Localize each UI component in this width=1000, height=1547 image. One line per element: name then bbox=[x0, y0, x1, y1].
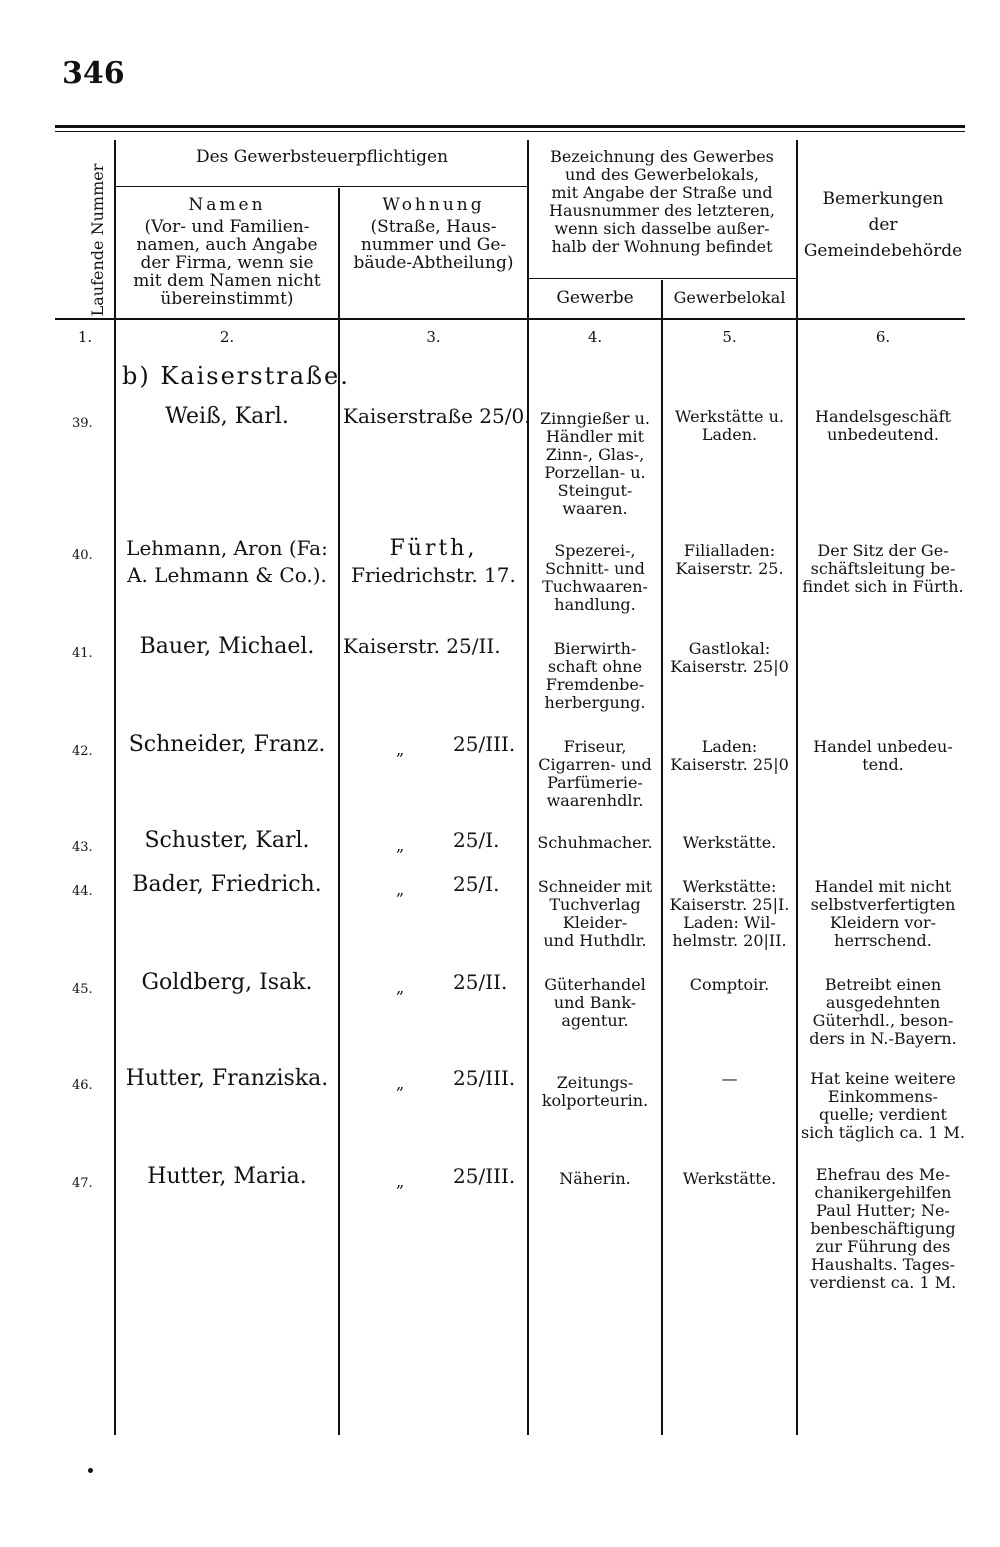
lokal-cell bbox=[663, 1070, 796, 1088]
taxpayer-name: Hutter, Franziska. bbox=[125, 1066, 329, 1091]
taxpayer-name: Bader, Friedrich. bbox=[132, 872, 322, 897]
cell-line: quelle; verdient bbox=[819, 1105, 947, 1124]
cell-line: Kaiserstr. 25|0 bbox=[670, 657, 789, 676]
cell-line: unbedeutend. bbox=[827, 425, 939, 444]
cell-line: verdienst ca. 1 M. bbox=[809, 1273, 957, 1292]
lokal-cell bbox=[663, 878, 796, 950]
cell-line: Zinngießer u. bbox=[540, 409, 650, 428]
top-rule-thin bbox=[55, 131, 965, 132]
cell-line: Kaiserstr. 25|I. bbox=[669, 895, 790, 914]
cell-line: Werkstätte: bbox=[682, 877, 777, 896]
cell-line: Laden. bbox=[701, 425, 758, 444]
ditto-mark: „ bbox=[396, 880, 405, 899]
stray-dot bbox=[88, 1468, 93, 1473]
namen-sub-line: (Vor- und Familien- bbox=[144, 217, 310, 237]
ditto-mark: „ bbox=[396, 740, 405, 759]
group-rule bbox=[116, 186, 528, 187]
bezeichnung-line: Bezeichnung des Gewerbes bbox=[550, 147, 774, 166]
cell-line: — bbox=[721, 1069, 738, 1088]
lokal-cell bbox=[663, 976, 796, 994]
column-number: 4. bbox=[587, 328, 603, 346]
cell-line: Werkstätte. bbox=[682, 833, 777, 852]
section-title: b) Kaiserstraße. bbox=[122, 362, 350, 390]
wohnung-sub bbox=[340, 218, 527, 272]
cell-line: Schuhmacher. bbox=[537, 833, 653, 852]
ditto-mark: „ bbox=[396, 1172, 405, 1191]
row-number: 43. bbox=[72, 840, 93, 855]
bemerkung-cell bbox=[798, 408, 968, 444]
header-bottom-rule bbox=[55, 318, 965, 320]
cell-line: Fremdenbe- bbox=[545, 675, 645, 694]
cell-line: Laden: bbox=[701, 737, 758, 756]
cell-line: zur Führung des bbox=[815, 1237, 951, 1256]
cell-line: handlung. bbox=[554, 595, 636, 614]
column-number: 3. bbox=[426, 328, 441, 346]
row-number: 45. bbox=[72, 982, 93, 997]
bemerkung-cell bbox=[798, 738, 968, 774]
cell-line: waarenhdlr. bbox=[546, 791, 644, 810]
row-number: 40. bbox=[72, 548, 93, 563]
cell-line: Ehefrau des Me- bbox=[815, 1165, 951, 1184]
taxpayer-name: Weiß, Karl. bbox=[165, 404, 289, 429]
lokal-cell bbox=[663, 408, 796, 444]
cell-line: Güterhdl., beson- bbox=[812, 1011, 954, 1030]
cell-line: Hat keine weitere bbox=[810, 1069, 956, 1088]
cell-line: Kleidern vor- bbox=[829, 913, 937, 932]
lokal-cell bbox=[663, 834, 796, 852]
cell-line: Kleider- bbox=[562, 913, 628, 932]
taxpayer-group-header: Des Gewerbsteuerpflichtigen bbox=[195, 147, 449, 167]
bemerkung-cell bbox=[798, 976, 968, 1048]
row-number: 42. bbox=[72, 744, 93, 759]
bezeichnung-header bbox=[529, 148, 795, 256]
cell-line: Tuchwaaren- bbox=[542, 577, 648, 596]
address: 25/III. bbox=[453, 732, 516, 756]
cell-line: Betreibt einen bbox=[824, 975, 942, 994]
cell-line: sich täglich ca. 1 M. bbox=[801, 1123, 965, 1142]
cell-line: Schnitt- und bbox=[545, 559, 645, 578]
wohnung-title: Wohnung bbox=[382, 195, 485, 215]
cell-line: Einkommens- bbox=[827, 1087, 939, 1106]
cell-line: Bierwirth- bbox=[553, 639, 637, 658]
namen-sub bbox=[116, 218, 338, 308]
namen-sub-line: namen, auch Angabe bbox=[136, 235, 318, 255]
bezeichnung-line: Hausnummer des letzteren, bbox=[548, 201, 776, 220]
column-number: 5. bbox=[722, 328, 737, 346]
namen-sub-line: übereinstimmt) bbox=[160, 289, 294, 309]
row-number: 47. bbox=[72, 1176, 93, 1191]
cell-line: Tuchverlag bbox=[549, 895, 641, 914]
cell-line: Filialladen: bbox=[683, 541, 776, 560]
cell-line: Paul Hutter; Ne- bbox=[816, 1201, 950, 1220]
lokal-cell bbox=[663, 738, 796, 774]
taxpayer-name: Goldberg, Isak. bbox=[141, 970, 313, 995]
address: 25/I. bbox=[453, 828, 500, 852]
ditto-mark: „ bbox=[396, 978, 405, 997]
address: 25/I. bbox=[453, 872, 500, 896]
column-number: 6. bbox=[875, 328, 891, 346]
taxpayer-name-line2: A. Lehmann & Co.). bbox=[127, 563, 327, 587]
bezeichnung-line: und des Gewerbelokals, bbox=[564, 165, 760, 184]
bezeichnung-line: halb der Wohnung befindet bbox=[551, 237, 773, 256]
cell-line: Der Sitz der Ge- bbox=[817, 541, 949, 560]
bemerkung-cell bbox=[798, 878, 968, 950]
cell-line: und Bank- bbox=[553, 993, 637, 1012]
address: 25/II. bbox=[453, 970, 508, 994]
cell-line: findet sich in Fürth. bbox=[802, 577, 964, 596]
lokal-cell bbox=[663, 640, 796, 676]
gewerbe-cell bbox=[529, 542, 661, 614]
bemerkung-cell bbox=[798, 542, 968, 596]
bemerkungen-line: Bemerkungen bbox=[822, 189, 944, 209]
lokal-cell bbox=[663, 1170, 796, 1188]
gewerbe-cell bbox=[529, 878, 661, 950]
address: Kaiserstraße 25/0. bbox=[343, 404, 531, 428]
cell-line: helmstr. 20|II. bbox=[672, 931, 787, 950]
gewerbe-cell bbox=[529, 1170, 661, 1188]
row-number: 41. bbox=[72, 646, 93, 661]
cell-line: und Huthdlr. bbox=[543, 931, 647, 950]
bezeichnung-rule bbox=[528, 278, 796, 279]
cell-line: Cigarren- und bbox=[538, 755, 652, 774]
cell-line: Kaiserstr. 25. bbox=[675, 559, 784, 578]
bezeichnung-line: mit Angabe der Straße und bbox=[551, 183, 773, 202]
cell-line: Zeitungs- bbox=[556, 1073, 634, 1092]
bemerkung-cell bbox=[798, 1166, 968, 1292]
taxpayer-name: Lehmann, Aron (Fa: bbox=[126, 536, 328, 560]
cell-line: Händler mit bbox=[545, 427, 645, 446]
cell-line: Kaiserstr. 25|0 bbox=[670, 755, 789, 774]
address-line2: Friedrichstr. 17. bbox=[351, 563, 516, 587]
bezeichnung-line: wenn sich dasselbe außer- bbox=[554, 219, 770, 238]
col-line-4 bbox=[661, 280, 663, 1435]
cell-line: chanikergehilfen bbox=[814, 1183, 952, 1202]
cell-line: waaren. bbox=[562, 499, 628, 518]
gewerbe-cell bbox=[529, 738, 661, 810]
column-number: 2. bbox=[219, 328, 235, 346]
cell-line: Gastlokal: bbox=[688, 639, 771, 658]
cell-line: Näherin. bbox=[559, 1169, 631, 1188]
bemerkungen-line: Gemeindebehörde bbox=[803, 241, 963, 261]
cell-line: Parfümerie- bbox=[547, 773, 643, 792]
cell-line: schäftsleitung be- bbox=[810, 559, 956, 578]
cell-line: tend. bbox=[862, 755, 904, 774]
column-number: 1. bbox=[77, 328, 93, 346]
cell-line: Porzellan- u. bbox=[544, 463, 646, 482]
address: Fürth, bbox=[389, 536, 478, 561]
wohnung-sub-line: bäude-Abtheilung) bbox=[353, 253, 514, 273]
page-number: 346 bbox=[62, 56, 125, 91]
namen-sub-line: der Firma, wenn sie bbox=[140, 253, 314, 273]
cell-line: Comptoir. bbox=[689, 975, 770, 994]
gewerbe-cell bbox=[529, 410, 661, 518]
cell-line: Spezerei-, bbox=[554, 541, 636, 560]
gewerbe-header: Gewerbe bbox=[556, 288, 634, 308]
taxpayer-name: Schuster, Karl. bbox=[144, 828, 310, 853]
cell-line: ausgedehnten bbox=[825, 993, 941, 1012]
top-rule-thick bbox=[55, 125, 965, 128]
cell-line: Laden: Wil- bbox=[683, 913, 776, 932]
cell-line: Haushalts. Tages- bbox=[810, 1255, 956, 1274]
row-number: 39. bbox=[72, 416, 93, 431]
ditto-mark: „ bbox=[396, 836, 405, 855]
cell-line: Steingut- bbox=[557, 481, 633, 500]
namen-title: Namen bbox=[188, 195, 266, 215]
gewerbe-cell bbox=[529, 1074, 661, 1110]
cell-line: Handel mit nicht bbox=[814, 877, 952, 896]
cell-line: Friseur, bbox=[563, 737, 627, 756]
bemerkung-cell bbox=[798, 1070, 968, 1142]
cell-line: agentur. bbox=[561, 1011, 629, 1030]
cell-line: kolporteurin. bbox=[541, 1091, 649, 1110]
taxpayer-name: Hutter, Maria. bbox=[147, 1164, 307, 1189]
gewerbe-cell bbox=[529, 834, 661, 852]
cell-line: herrschend. bbox=[834, 931, 932, 950]
taxpayer-name: Bauer, Michael. bbox=[139, 634, 315, 659]
lokal-cell bbox=[663, 542, 796, 578]
namen-sub-line: mit dem Namen nicht bbox=[133, 271, 321, 291]
address: Kaiserstr. 25/II. bbox=[343, 634, 501, 658]
cell-line: herbergung. bbox=[544, 693, 646, 712]
row-number: 44. bbox=[72, 884, 93, 899]
wohnung-sub-line: nummer und Ge- bbox=[360, 235, 507, 255]
cell-line: Werkstätte u. bbox=[675, 407, 784, 426]
ditto-mark: „ bbox=[396, 1074, 405, 1093]
cell-line: schaft ohne bbox=[547, 657, 643, 676]
cell-line: ders in N.-Bayern. bbox=[809, 1029, 957, 1048]
address: 25/III. bbox=[453, 1164, 516, 1188]
wohnung-sub-line: (Straße, Haus- bbox=[370, 217, 497, 237]
cell-line: Handel unbedeu- bbox=[813, 737, 953, 756]
gewerbe-cell bbox=[529, 976, 661, 1030]
address: 25/III. bbox=[453, 1066, 516, 1090]
cell-line: Handelsgeschäft bbox=[815, 407, 951, 426]
cell-line: Zinn-, Glas-, bbox=[545, 445, 645, 464]
taxpayer-name: Schneider, Franz. bbox=[128, 732, 326, 757]
row-number: 46. bbox=[72, 1078, 93, 1093]
cell-line: benbeschäftigung bbox=[810, 1219, 956, 1238]
cell-line: Schneider mit bbox=[537, 877, 653, 896]
laufende-nummer-header: Laufende Nummer bbox=[88, 163, 107, 317]
gewerbelokal-header: Gewerbelokal bbox=[673, 288, 786, 307]
gewerbe-cell bbox=[529, 640, 661, 712]
bemerkungen-line: der bbox=[868, 215, 898, 235]
cell-line: Güterhandel bbox=[544, 975, 646, 994]
cell-line: Werkstätte. bbox=[682, 1169, 777, 1188]
bemerkungen-header bbox=[798, 186, 968, 264]
cell-line: selbstverfertigten bbox=[810, 895, 956, 914]
